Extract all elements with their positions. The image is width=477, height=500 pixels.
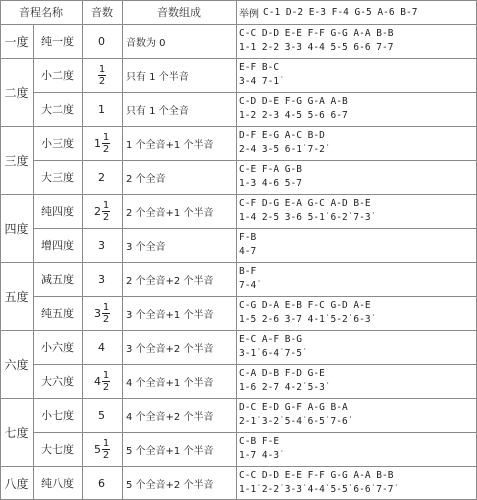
tone-count-whole: 4 [98,340,105,354]
example-letter-line: C-A D-B F-D G-E [239,368,325,379]
example-number-line: 1-6 2-7 4-2̇ 5-3̇ [239,382,325,393]
tone-count-fraction [102,438,110,461]
interval-example [236,262,477,296]
interval-name: 纯五度 [41,307,74,320]
interval-example [236,330,477,364]
tone-count [82,194,122,228]
grid-line [33,296,477,297]
example-number-line: 2-4 3-5 6-1̇ 7-2̇ [239,144,325,155]
grid-line [0,0,477,1]
interval-name: 减五度 [41,273,74,286]
example-letter-line: C-B F-E [239,436,280,447]
interval-example [236,296,477,330]
interval-example [236,58,477,92]
example-number-line: 4-7 [239,246,257,257]
example-number-line: 7-4̇ [239,280,257,291]
grid-line [0,194,477,195]
interval-name: 小三度 [41,137,74,150]
tone-count-fraction [102,370,110,393]
example-letter-line: F-B [239,232,257,243]
tone-count [82,160,122,194]
tone-composition: 5 个全音+1 个半音 [126,445,214,457]
tone-count-whole: 3 [94,306,101,320]
tone-composition: 1 个全音+1 个半音 [126,139,214,151]
interval-name: 增四度 [41,239,74,252]
example-number-line: 1-2 2-3 4-5 5-6 6-7 [239,110,348,121]
interval-degree: 七度 [4,425,29,440]
fraction-denominator: 2 [102,143,110,155]
example-number-line: 1-1 2-2 3-3 4-4 5-5 6-6 7-7 [239,42,394,53]
tone-count [82,364,122,398]
interval-degree: 三度 [4,153,29,168]
interval-name: 纯一度 [41,35,74,48]
example-letter-line: C-E F-A G-B [239,164,302,175]
tone-count-whole: 1 [98,102,105,116]
interval-example [236,228,477,262]
tone-count-whole: 1 [94,136,101,150]
tone-count-whole: 4 [94,374,101,388]
interval-name: 大七度 [41,443,74,456]
tone-composition: 4 个全音+2 个半音 [126,411,214,423]
tone-count [82,466,122,500]
tone-composition: 5 个全音+2 个半音 [126,479,214,491]
tone-count-whole: 0 [98,34,105,48]
example-number-line: 3-1̇ 6-4̇ 7-5̇ [239,348,302,359]
grid-line [0,466,477,467]
fraction-numerator: 1 [102,131,110,143]
grid-line [0,126,477,127]
interval-name: 大六度 [41,375,74,388]
interval-degree: 五度 [4,289,29,304]
example-letter-line: E-F B-C [239,62,280,73]
tone-count [82,126,122,160]
interval-example [236,364,477,398]
interval-example [236,432,477,466]
tone-count-whole: 5 [94,442,101,456]
interval-example [236,398,477,432]
fraction-numerator: 1 [102,437,110,449]
grid-line [33,24,34,500]
fraction-numerator: 1 [98,63,106,75]
example-letter-line: C-F D-G E-A G-C A-D B-E [239,198,371,209]
grid-line [0,262,477,263]
interval-example [236,126,477,160]
tone-composition: 2 个全音 [126,173,166,185]
fraction-denominator: 2 [98,75,106,87]
tone-count [82,398,122,432]
tone-composition: 3 个全音 [126,241,166,253]
interval-name-header: 音程名称 [19,6,63,19]
tone-count [82,58,122,92]
example-label: 举例 [239,8,259,20]
interval-degree: 一度 [4,34,29,49]
example-number-line: 1-3 4-6 5-7 [239,178,302,189]
tone-count-whole: 2 [98,170,105,184]
fraction-denominator: 2 [102,211,110,223]
tone-composition: 音数为 0 [126,37,166,49]
interval-name: 纯四度 [41,205,74,218]
interval-example [236,92,477,126]
interval-name: 纯八度 [41,477,74,490]
example-letter-line: C-C D-D E-E F-F G-G A-A B-B [239,28,394,39]
interval-degree: 四度 [4,221,29,236]
interval-example [236,24,477,58]
example-letter-line: C-G D-A E-B F-C G-D A-E [239,300,371,311]
example-letter-line: D-C E-D G-F A-G B-A [239,402,348,413]
tone-count-whole: 6 [98,476,105,490]
tone-count [82,432,122,466]
example-letter-line: E-C A-F B-G [239,334,302,345]
example-number-line: 3-4 7-1̇ [239,76,280,87]
grid-line [33,228,477,229]
example-note-pairs: C-1 D-2 E-3 F-4 G-5 A-6 B-7 [263,6,418,18]
example-letter-line: C-C D-D E-E F-F G-G A-A B-B [239,470,394,481]
tone-composition: 只有 1 个全音 [126,105,189,117]
example-number-line: 1-5 2-6 3-7 4-1̇ 5-2̇ 6-3̇ [239,314,371,325]
interval-degree: 八度 [4,476,29,491]
interval-example [236,160,477,194]
grid-line [33,160,477,161]
example-number-line: 2-1̇ 3-2̇ 5-4̇ 6-5̇ 7-6̇ [239,416,348,427]
grid-line [0,58,477,59]
example-letter-line: B-F [239,266,257,277]
interval-name: 小六度 [41,341,74,354]
example-letter-line: D-F E-G A-C B-D [239,130,325,141]
tone-count [82,330,122,364]
tone-composition: 3 个全音+1 个半音 [126,309,214,321]
fraction-numerator: 1 [102,199,110,211]
fraction-numerator: 1 [102,369,110,381]
grid-line [122,0,123,500]
tone-composition: 2 个全音+1 个半音 [126,207,214,219]
interval-degree: 二度 [4,85,29,100]
interval-degree: 六度 [4,357,29,372]
interval-name: 大三度 [41,171,74,184]
example-number-line: 1-7 4-3̇ [239,450,280,461]
fraction-numerator: 1 [102,301,110,313]
interval-example [236,466,477,500]
grid-line [33,432,477,433]
interval-example [236,194,477,228]
example-letter-line: C-D D-E F-G G-A A-B [239,96,348,107]
grid-line [0,330,477,331]
grid-line [33,364,477,365]
tone-count-header: 音数 [91,6,113,19]
example-header [236,0,477,24]
tone-composition: 3 个全音+2 个半音 [126,343,214,355]
grid-line [82,0,83,500]
tone-count [82,228,122,262]
tone-count-fraction [98,64,106,87]
tone-count-whole: 3 [98,272,105,286]
tone-count [82,92,122,126]
grid-line [0,24,477,25]
interval-name: 小二度 [41,69,74,82]
interval-name: 小七度 [41,409,74,422]
example-number-line: 1-4 2-5 3-6 5-1̇ 6-2̇ 7-3̇ [239,212,371,223]
grid-line [33,92,477,93]
grid-line [0,0,1,500]
tone-composition: 4 个全音+1 个半音 [126,377,214,389]
tone-composition-header: 音数组成 [157,6,201,19]
tone-count-whole: 5 [98,408,105,422]
grid-line [236,0,237,500]
tone-count-whole: 3 [98,238,105,252]
tone-composition: 2 个全音+2 个半音 [126,275,214,287]
tone-composition: 只有 1 个半音 [126,71,189,83]
tone-count [82,262,122,296]
tone-count [82,296,122,330]
fraction-denominator: 2 [102,313,110,325]
interval-name: 大二度 [41,103,74,116]
tone-count-fraction [102,200,110,223]
tone-count-whole: 2 [94,204,101,218]
fraction-denominator: 2 [102,381,110,393]
tone-count [82,24,122,58]
tone-count-fraction [102,302,110,325]
tone-count-fraction [102,132,110,155]
example-number-line: 1-1̇ 2-2̇ 3-3̇ 4-4̇ 5-5̇ 6-6̇ 7-7̇ [239,484,394,495]
fraction-denominator: 2 [102,449,110,461]
grid-line [0,398,477,399]
